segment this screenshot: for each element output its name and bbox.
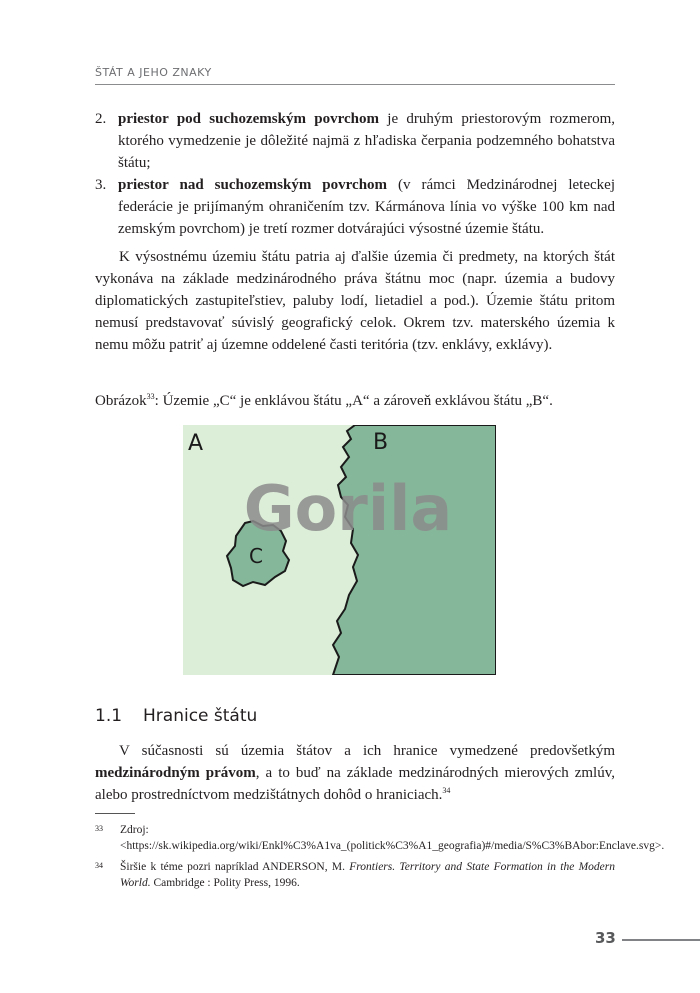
territory-b [333, 425, 496, 675]
page-number: 33 [595, 929, 616, 947]
footnote-text-end: Cambridge : Polity Press, 1996. [150, 877, 300, 889]
list-item [95, 108, 615, 174]
main-text [95, 108, 615, 356]
list-item-term: priestor nad suchozemským povrchom [118, 177, 388, 193]
section-paragraph-text: V súčasnosti sú územia štátov a ich hranice vymedzené predovšetkým [119, 743, 615, 759]
footnote-book-title: Frontiers. Territory and State Formation in the Modern World. [120, 861, 615, 889]
label-a: A [188, 431, 204, 456]
footnote [95, 822, 665, 854]
enclave-map [183, 425, 496, 675]
section-title: Hranice štátu [143, 706, 258, 726]
section-paragraph [95, 740, 615, 806]
list-number: 3. [95, 177, 107, 193]
footnote-ref: 34 [442, 786, 451, 795]
footnote-number: 34 [95, 861, 103, 870]
caption-footnote-ref: 33 [146, 392, 155, 401]
footnote-text: Zdroj: <https://sk.wikipedia.org/wiki/Enkl%C3%A1va_(politick%C3%A1_geografia)#/media/S%C3%BAbor:Enclave.svg>. [120, 824, 665, 852]
footnote-text: Širšie k téme pozri napríklad ANDERSON, M. [120, 861, 350, 873]
page-number-rule [622, 939, 700, 941]
section-paragraph-term: medzinárodným právom [95, 765, 256, 781]
label-c: C [249, 544, 263, 568]
section-number: 1.1 [95, 706, 123, 726]
list-item-term: priestor pod suchozemským povrchom [118, 111, 379, 127]
figure-caption [95, 390, 553, 412]
section-heading [95, 706, 257, 726]
footnote-number: 33 [95, 824, 103, 833]
body-paragraph: K výsostnému územiu štátu patria aj ďalšie územia či predmety, na ktorých štát vykonáva na základe medzinárodného práva štátnu moc (napr. územia a budovy diplomatických zastupiteľstiev, paluby lodí, lietadiel a pod.). Územie štátu pritom nemusí predstavovať súvislý geografický celok. Okrem tzv. materského územia k nemu môžu patriť aj územne oddelené časti teritória (tzv. enklávy, exklávy). [95, 249, 615, 353]
label-b: B [373, 430, 389, 455]
running-head: ŠTÁT A JEHO ZNAKY [95, 66, 212, 79]
footnote-rule [95, 813, 135, 814]
list-item-text: (v rámci Medzinárodnej leteckej federácie je prijímaným ohraničením tzv. Kármánova línia vo výške 100 km nad zemským povrchom) je tretí rozmer dotvárajúci výsostné územie štátu. [118, 177, 615, 237]
section-paragraph-text-end: , a to buď na základe medzinárodných mierových zmlúv, alebo prostredníctvom medzištátnych dohôd o hraniciach. [95, 765, 615, 803]
footnote [95, 859, 615, 891]
list-item-text: je druhým priestorovým rozmerom, ktorého vymedzenie je dôležité najmä z hľadiska čerpania podzemného bohatstva štátu; [118, 111, 615, 171]
caption-text: : Územie „C“ je enklávou štátu „A“ a zároveň exklávou štátu „B“. [154, 393, 553, 409]
list-number: 2. [95, 111, 107, 127]
list-item [95, 174, 615, 240]
caption-prefix: Obrázok [95, 393, 147, 409]
watermark-text: Gorila [243, 472, 453, 545]
header-rule [95, 84, 615, 85]
